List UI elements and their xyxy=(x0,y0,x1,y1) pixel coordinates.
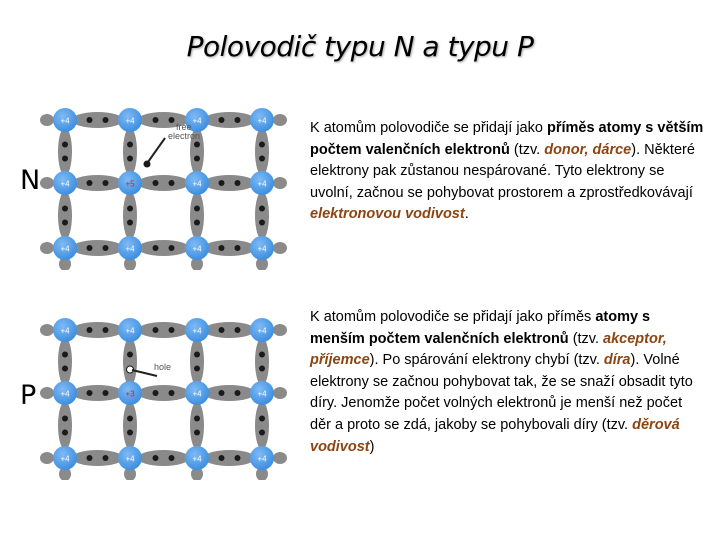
covalent-bond xyxy=(138,240,190,256)
atom-label: +4 xyxy=(192,116,202,126)
bold-phrase: příměs atomy s větším počtem valenčních elektronů xyxy=(310,120,704,158)
covalent-bond xyxy=(123,338,137,386)
valence-electron xyxy=(127,206,133,212)
bond-stub xyxy=(40,177,54,189)
atom-label: +4 xyxy=(257,179,267,189)
valence-electron xyxy=(127,156,133,162)
bond-stub xyxy=(273,387,287,399)
callout-label: free xyxy=(176,122,192,132)
text-run: ). Některé elektrony pak zůstanou nespárované. Tyto elektrony se uvolní, začnou se pohybovat prostorem a zprostředkovávají xyxy=(310,141,695,201)
valence-electron xyxy=(127,142,133,148)
p-type-lattice-diagram xyxy=(40,310,290,480)
impurity-atom-label: +5 xyxy=(125,179,135,189)
valence-electron xyxy=(194,142,200,148)
atom-label: +4 xyxy=(257,326,267,336)
atom-label: +4 xyxy=(125,326,135,336)
valence-electron xyxy=(219,180,225,186)
atom-label: +4 xyxy=(192,244,202,254)
covalent-bond xyxy=(72,175,124,191)
valence-electron xyxy=(127,352,133,358)
valence-electron xyxy=(169,390,175,396)
valence-electron xyxy=(219,390,225,396)
valence-electron xyxy=(127,430,133,436)
covalent-bond xyxy=(123,402,137,450)
valence-electron xyxy=(259,156,265,162)
valence-electron xyxy=(103,455,109,461)
valence-electron xyxy=(259,352,265,358)
text-run: ) xyxy=(369,438,375,455)
valence-electron xyxy=(62,206,68,212)
valence-electron xyxy=(153,245,159,251)
covalent-bond xyxy=(138,175,190,191)
highlighted-term: díra xyxy=(603,352,631,369)
valence-electron xyxy=(219,455,225,461)
covalent-bond xyxy=(138,450,190,466)
covalent-bond xyxy=(255,192,269,240)
highlighted-term: donor, dárce xyxy=(544,141,632,158)
valence-electron xyxy=(194,156,200,162)
valence-electron xyxy=(235,390,241,396)
valence-electron xyxy=(62,220,68,226)
covalent-bond xyxy=(123,128,137,176)
text-run: K atomům polovodiče se přidají jako příměs xyxy=(310,309,596,325)
covalent-bond xyxy=(58,338,72,386)
atom-label: +4 xyxy=(192,326,202,336)
bond-stub xyxy=(40,114,54,126)
covalent-bond xyxy=(204,450,256,466)
valence-electron xyxy=(87,390,93,396)
valence-electron xyxy=(169,455,175,461)
bond-stub xyxy=(40,242,54,254)
covalent-bond xyxy=(72,112,124,128)
valence-electron xyxy=(103,327,109,333)
n-type-lattice-diagram xyxy=(40,100,290,270)
bold-phrase: atomy s menším počtem valenčních elektronů xyxy=(310,309,651,347)
valence-electron xyxy=(62,416,68,422)
valence-electron xyxy=(87,245,93,251)
valence-electron xyxy=(87,455,93,461)
valence-electron xyxy=(153,455,159,461)
valence-electron xyxy=(194,220,200,226)
valence-electron xyxy=(153,180,159,186)
callout-label: hole xyxy=(154,362,172,372)
valence-electron xyxy=(235,245,241,251)
covalent-bond xyxy=(255,128,269,176)
valence-electron xyxy=(259,142,265,148)
covalent-bond xyxy=(72,322,124,338)
bond-stub xyxy=(273,324,287,336)
atom-label: +4 xyxy=(257,389,267,399)
text-run: (tzv. xyxy=(568,330,604,347)
valence-electron xyxy=(219,245,225,251)
valence-electron xyxy=(219,117,225,123)
valence-electron xyxy=(87,327,93,333)
valence-electron xyxy=(235,327,241,333)
callout-label: electron xyxy=(168,131,201,141)
valence-electron xyxy=(259,430,265,436)
valence-electron xyxy=(103,390,109,396)
valence-electron xyxy=(194,206,200,212)
covalent-bond xyxy=(255,338,269,386)
bond-stub xyxy=(40,452,54,464)
covalent-bond xyxy=(204,112,256,128)
valence-electron xyxy=(169,117,175,123)
valence-electron xyxy=(259,206,265,212)
atom-label: +4 xyxy=(192,179,202,189)
atom-label: +4 xyxy=(192,389,202,399)
covalent-bond xyxy=(204,322,256,338)
atom-label: +4 xyxy=(192,454,202,464)
atom-label: +4 xyxy=(60,326,70,336)
atom-label: +4 xyxy=(125,244,135,254)
covalent-bond xyxy=(72,450,124,466)
covalent-bond xyxy=(255,402,269,450)
highlighted-term: elektronovou vodivost xyxy=(310,206,465,223)
covalent-bond xyxy=(204,385,256,401)
atom-label: +4 xyxy=(60,244,70,254)
atom-label: +4 xyxy=(60,116,70,126)
valence-electron xyxy=(127,220,133,226)
atom-label: +4 xyxy=(257,244,267,254)
highlighted-term: děrová vodivost xyxy=(310,416,680,455)
valence-electron xyxy=(62,142,68,148)
bond-stub xyxy=(273,114,287,126)
atom-label: +4 xyxy=(60,179,70,189)
valence-electron xyxy=(87,117,93,123)
bond-stub xyxy=(40,387,54,399)
valence-electron xyxy=(219,327,225,333)
valence-electron xyxy=(169,327,175,333)
valence-electron xyxy=(153,390,159,396)
bond-stub xyxy=(40,324,54,336)
valence-electron xyxy=(235,117,241,123)
valence-electron xyxy=(259,366,265,372)
covalent-bond xyxy=(123,192,137,240)
valence-electron xyxy=(194,352,200,358)
valence-electron xyxy=(153,117,159,123)
valence-electron xyxy=(153,327,159,333)
covalent-bond xyxy=(58,402,72,450)
covalent-bond xyxy=(58,128,72,176)
text-run: (tzv. xyxy=(509,141,545,158)
text-run: K atomům polovodiče se přidají jako xyxy=(310,120,547,136)
callout-line xyxy=(148,138,165,162)
p-type-description xyxy=(310,307,705,458)
valence-electron xyxy=(103,245,109,251)
valence-electron xyxy=(235,455,241,461)
atom-label: +4 xyxy=(125,116,135,126)
atom-label: +4 xyxy=(125,454,135,464)
valence-electron xyxy=(127,416,133,422)
text-run: ). Po spárování elektrony chybí (tzv. xyxy=(369,352,604,369)
valence-electron xyxy=(235,180,241,186)
bond-stub xyxy=(273,177,287,189)
valence-electron xyxy=(103,117,109,123)
valence-electron xyxy=(194,416,200,422)
valence-electron xyxy=(169,245,175,251)
valence-electron xyxy=(259,220,265,226)
valence-electron xyxy=(87,180,93,186)
covalent-bond xyxy=(190,192,204,240)
covalent-bond xyxy=(190,402,204,450)
valence-electron xyxy=(103,180,109,186)
covalent-bond xyxy=(72,240,124,256)
covalent-bond xyxy=(204,175,256,191)
covalent-bond xyxy=(190,338,204,386)
page-title: Polovodič typu N a typu P xyxy=(186,30,534,63)
bond-stub xyxy=(273,452,287,464)
valence-electron xyxy=(194,366,200,372)
covalent-bond xyxy=(72,385,124,401)
valence-electron xyxy=(259,416,265,422)
atom-label: +4 xyxy=(257,116,267,126)
covalent-bond xyxy=(138,385,190,401)
highlighted-term: akceptor, příjemce xyxy=(310,330,667,369)
covalent-bond xyxy=(58,192,72,240)
valence-electron xyxy=(194,430,200,436)
valence-electron xyxy=(169,180,175,186)
atom-label: +4 xyxy=(60,454,70,464)
atom-label: +4 xyxy=(257,454,267,464)
text-run: ). Volné elektrony se začnou pohybovat tak, že se snaží obsadit tyto díry. Jenomže počet volných elektronů je menší než počet děr a proto se zdá, jakoby se pohybovali díry (tzv. xyxy=(310,352,693,433)
bond-stub xyxy=(273,242,287,254)
impurity-atom-label: +3 xyxy=(125,389,135,399)
covalent-bond xyxy=(138,322,190,338)
text-run: . xyxy=(464,206,469,223)
valence-electron xyxy=(62,352,68,358)
valence-electron xyxy=(62,366,68,372)
covalent-bond xyxy=(204,240,256,256)
atom-label: +4 xyxy=(60,389,70,399)
valence-electron xyxy=(62,156,68,162)
n-type-description xyxy=(310,118,705,226)
n-type-label: N xyxy=(20,165,41,196)
valence-electron xyxy=(62,430,68,436)
p-type-label: P xyxy=(20,380,37,411)
